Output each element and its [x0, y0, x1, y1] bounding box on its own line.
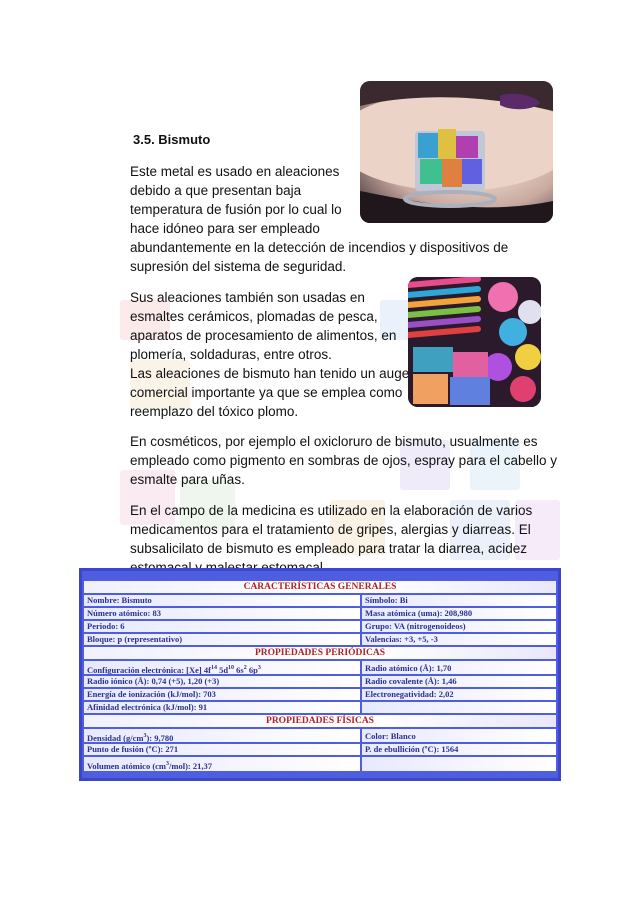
config-sup: 14: [210, 665, 217, 671]
config-sup: 2: [243, 665, 247, 671]
table-cell-afinidad: Afinidad electrónica (kJ/mol): 91: [84, 702, 360, 713]
paragraph-line: esmaltes cerámicos, plomadas de pesca,: [130, 309, 378, 324]
config-label: Configuración electrónica:: [87, 664, 187, 674]
table-cell-volumen-atomico: [84, 757, 360, 771]
paragraph-line: comercial importante ya que se emplea como: [130, 385, 403, 400]
config-sup: 3: [257, 665, 261, 671]
table-cell-radio-covalente: Radio covalente (Å): 1,46: [362, 676, 556, 687]
volumen-value: /mol): 21,37: [169, 760, 212, 771]
paragraph-line: hace idóneo para ser empleado: [130, 221, 320, 236]
table-cell-punto-fusion: Punto de fusión (ºC): 271: [84, 744, 360, 755]
paragraph-line: temperatura de fusión por lo cual lo: [130, 202, 342, 217]
config-sup: 10: [228, 665, 235, 671]
table-cell-masa-atomica: Masa atómica (uma): 208,980: [362, 608, 556, 619]
section-heading: 3.5. Bismuto: [133, 132, 211, 147]
densidad-value: ): 9,780: [146, 732, 174, 742]
table-cell-empty: [362, 702, 556, 713]
table-cell-radio-ionico: Radio iónico (Å): 0,74 (+5), 1,20 (+3): [84, 676, 360, 687]
table-cell-numero-atomico: Número atómico: 83: [84, 608, 360, 619]
table-cell-grupo: Grupo: VA (nitrogenoideos): [362, 621, 556, 632]
config-value: 6s: [234, 664, 244, 674]
paragraph-line: subsalicilato de bismuto es empleado para tratar la diarrea, acidez: [130, 541, 527, 556]
paragraph-line: plomería, soldaduras, entre otros.: [130, 347, 332, 362]
table-cell-color: Color: Blanco: [362, 729, 556, 742]
paragraph-line: medicamentos para el tratamiento de gripes, alergias y diarreas. El: [130, 522, 531, 537]
config-value: [Xe] 4f: [186, 664, 211, 674]
paragraph-line: supresión del sistema de seguridad.: [130, 259, 347, 274]
paragraph-line: empleado como pigmento en sombras de ojos, espray para el cabello y: [130, 453, 557, 468]
cosmetics-photo: [408, 277, 541, 407]
paragraph-line: reemplazo del tóxico plomo.: [130, 404, 299, 419]
volumen-sup: 3: [166, 761, 170, 767]
table-cell-radio-atomico: Radio atómico (Å): 1,70: [362, 661, 556, 674]
table-cell-valencias: Valencias: +3, +5, -3: [362, 634, 556, 645]
paragraph-line: aparatos de procesamiento de alimentos, en: [130, 328, 397, 343]
paragraph-line: En cosméticos, por ejemplo el oxicloruro de bismuto, usualmente es: [130, 434, 538, 449]
table-header-periodic: PROPIEDADES PERIÓDICAS: [84, 647, 556, 659]
paragraph-line: Sus aleaciones también son usadas en: [130, 290, 365, 305]
densidad-label: Densidad (g/cm: [87, 732, 144, 742]
table-header-general: CARACTERÍSTICAS GENERALES: [84, 581, 556, 593]
table-cell-configuracion: [84, 661, 360, 674]
densidad-sup: 3: [143, 733, 147, 739]
table-cell-punto-ebullicion: P. de ebullición (ºC): 1564: [362, 744, 556, 755]
config-value: 5d: [216, 664, 229, 674]
table-cell-empty: [362, 757, 556, 771]
paragraph-line: Las aleaciones de bismuto han tenido un auge: [130, 366, 410, 381]
table-cell-nombre: Nombre: Bismuto: [84, 595, 360, 606]
bismuth-properties-table: [79, 568, 561, 781]
config-value: 6p: [246, 664, 258, 674]
paragraph-line: Este metal es usado en aleaciones: [130, 164, 340, 179]
paragraph-line: esmalte para uñas.: [130, 472, 245, 487]
bismuth-ring-photo: [360, 81, 553, 223]
table-cell-densidad: [84, 729, 360, 742]
paragraph-line: abundantemente en la detección de incendios y dispositivos de: [130, 240, 509, 255]
table-cell-energia-ionizacion: Energía de ionización (kJ/mol): 703: [84, 689, 360, 700]
table-cell-electronegatividad: Electronegatividad: 2,02: [362, 689, 556, 700]
table-cell-periodo: Periodo: 6: [84, 621, 360, 632]
volumen-label: Volumen atómico (cm: [87, 760, 167, 771]
paragraph-line: debido a que presentan baja: [130, 183, 302, 198]
table-cell-bloque: Bloque: p (representativo): [84, 634, 360, 645]
table-cell-simbolo: Símbolo: Bi: [362, 595, 556, 606]
table-header-physical: PROPIEDADES FÍSICAS: [84, 715, 556, 727]
paragraph-line: En el campo de la medicina es utilizado en la elaboración de varios: [130, 503, 533, 518]
